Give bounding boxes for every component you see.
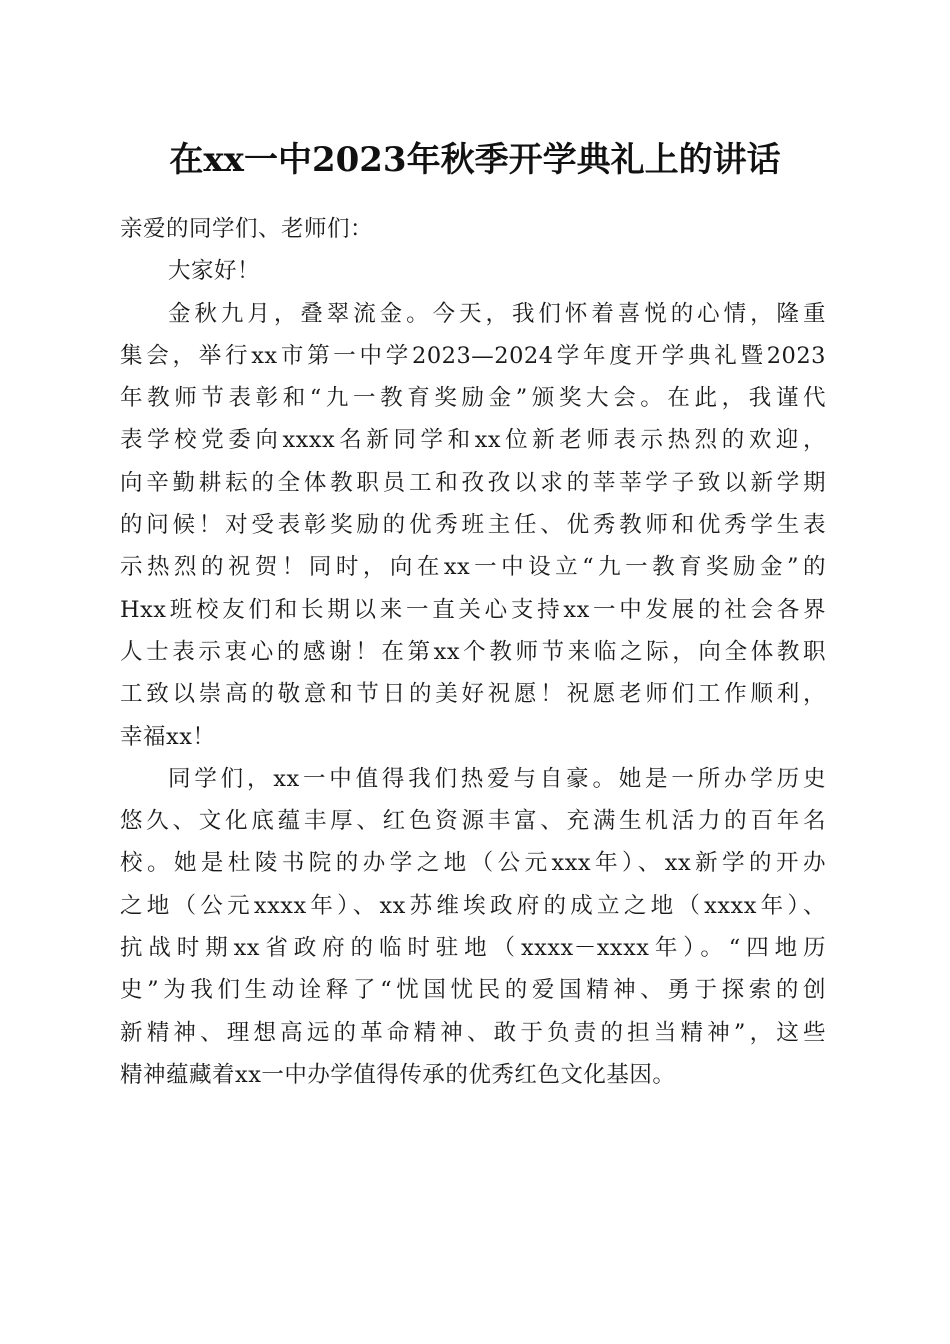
paragraph-line: 新精神、理想高远的革命精神、敢于负责的担当精神”，这些 [120,1019,826,1046]
paragraph-line: 年教师节表彰和“九一教育奖励金”颁奖大会。在此，我谨代 [120,385,826,412]
paragraph-school-history [120,758,826,1096]
paragraph-line: 之地（公元xxxx年）、xx苏维埃政府的成立之地（xxxx年）、 [120,892,826,919]
salutation-line: 亲爱的同学们、老师们： [120,216,374,242]
paragraph-line: 示热烈的祝贺！同时，向在xx一中设立“九一教育奖励金”的 [120,554,826,581]
document-body [120,208,826,1096]
paragraph-line: 工致以崇高的敬意和节日的美好祝愿！祝愿老师们工作顺利， [120,681,826,708]
salutation-block [120,208,826,250]
paragraph-line: 的问候！对受表彰奖励的优秀班主任、优秀教师和优秀学生表 [120,512,826,539]
paragraph-line: 人士表示衷心的感谢！在第xx个教师节来临之际，向全体教职 [120,638,826,665]
paragraph-line: 精神蕴藏着xx一中办学值得传承的优秀红色文化基因。 [120,1061,676,1088]
paragraph-line: 集会，举行xx市第一中学2023—2024学年度开学典礼暨2023 [120,342,826,369]
document-title: 在xx一中2023年秋季开学典礼上的讲话 [169,140,781,180]
paragraph-line: 大家好！ [168,258,261,285]
paragraph-opening [120,293,826,758]
paragraph-line: Hxx班校友们和长期以来一直关心支持xx一中发展的社会各界 [120,596,826,623]
paragraph-line: 向辛勤耕耘的全体教职员工和孜孜以求的莘莘学子致以新学期 [120,469,826,496]
paragraph-line: 同学们，xx一中值得我们热爱与自豪。她是一所办学历史 [168,765,826,792]
paragraph-line: 史”为我们生动诠释了“忧国忧民的爱国精神、勇于探索的创 [120,977,826,1004]
paragraph-line: 表学校党委向xxxx名新同学和xx位新老师表示热烈的欢迎， [120,427,826,454]
paragraph-line: 金秋九月，叠翠流金。今天，我们怀着喜悦的心情，隆重 [168,300,826,327]
paragraph-line: 悠久、文化底蕴丰厚、红色资源丰富、充满生机活力的百年名 [120,808,826,835]
paragraph-greeting [120,250,826,292]
paragraph-line: 抗战时期xx省政府的临时驻地（xxxx－xxxx年）。“四地历 [120,935,826,962]
paragraph-line: 校。她是杜陵书院的办学之地（公元xxx年）、xx新学的开办 [120,850,826,877]
paragraph-line: 幸福xx！ [120,723,216,750]
